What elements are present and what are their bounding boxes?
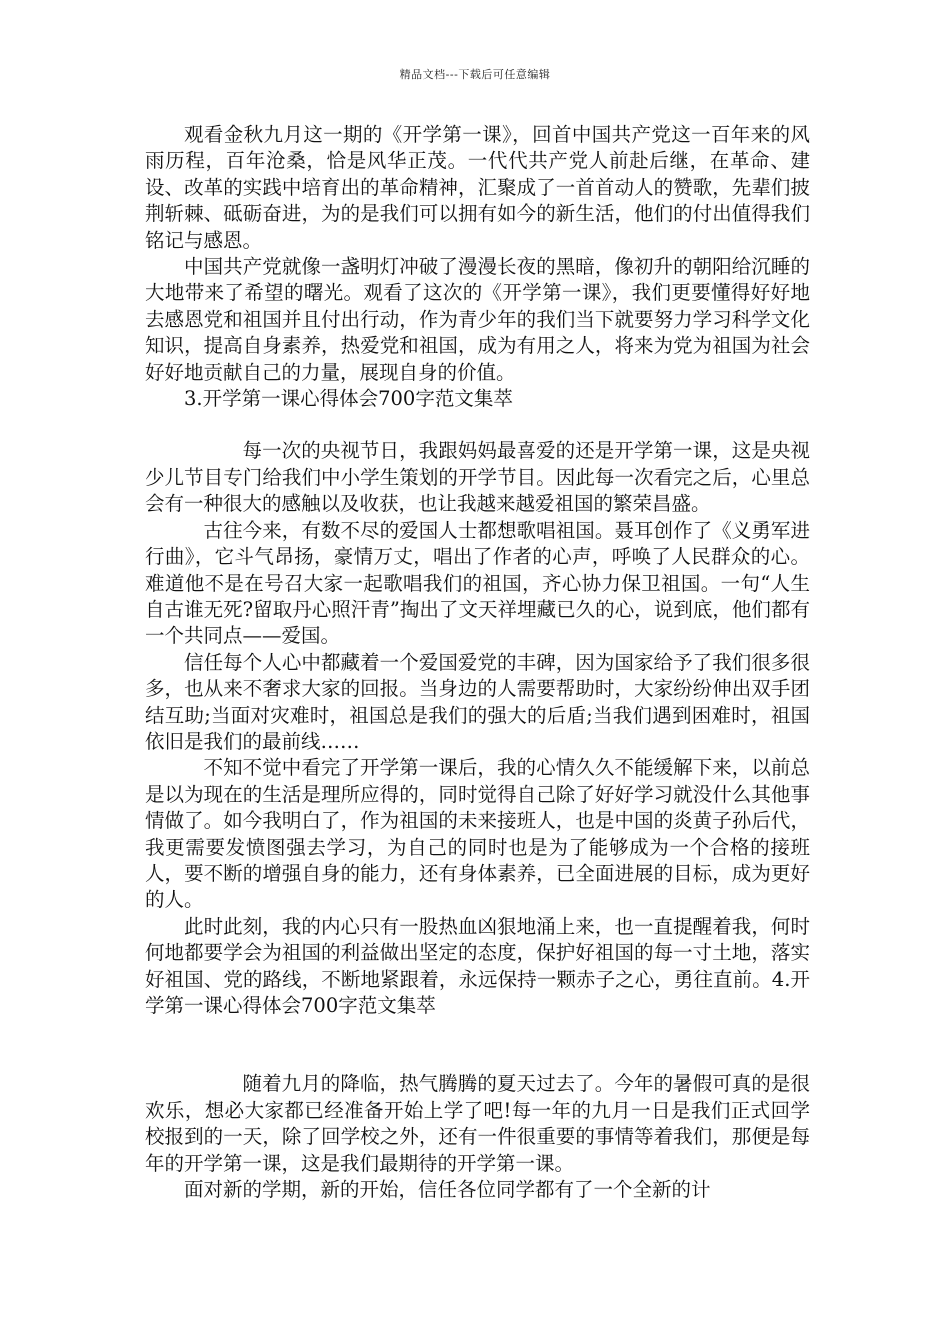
paragraph-3: 每一次的央视节日，我跟妈妈最喜爱的还是开学第一课，这是央视少儿节目专门给我们中小学生策划的开学节目。因此每一次看完之后，心里总会有一种很大的感触以及收获，也让我越来越爱祖国的繁荣昌盛。 [145, 439, 810, 516]
paragraph-1: 观看金秋九月这一期的《开学第一课》，回首中国共产党这一百年来的风雨历程，百年沧桑，恰是风华正茂。一代代共产党人前赴后继，在革命、建设、改革的实践中培育出的革命精神，汇聚成了一首首动人的赞歌，先辈们披荆斩棘、砥砺奋进，为的是我们可以拥有如今的新生活，他们的付出值得我们铭记与感恩。 [145, 123, 810, 252]
blank-line [145, 412, 810, 438]
blank-lines [145, 1019, 810, 1071]
paragraph-5: 信任每个人心中都藏着一个爱国爱党的丰碑，因为国家给予了我们很多很多，也从来不奢求大家的回报。当身边的人需要帮助时，大家纷纷伸出双手团结互助;当面对灾难时，祖国总是我们的强大的后盾;当我们遇到困难时，祖国依旧是我们的最前线…… [145, 650, 810, 753]
paragraph-6: 不知不觉中看完了开学第一课后，我的心情久久不能缓解下来，以前总是以为现在的生活是理所应得的，同时觉得自己除了好好学习就没什么其他事情做了。如今我明白了，作为祖国的未来接班人，也是中国的炎黄子孙后代，我更需要发愤图强去学习，为自己的同时也是为了能够成为一个合格的接班人，要不断的增强自身的能力，还有身体素养，已全面进展的目标，成为更好的人。 [145, 756, 810, 912]
paragraph-4: 古往今来，有数不尽的爱国人士都想歌唱祖国。聂耳创作了《义勇军进行曲》，它斗气昂扬，豪情万丈，唱出了作者的心声，呼唤了人民群众的心。难道他不是在号召大家一起歌唱我们的祖国，齐心协力保卫祖国。一句“人生自古谁无死?留取丹心照汗青”掏出了文天祥埋藏已久的心，说到底，他们都有一个共同点——爱国。 [145, 518, 810, 648]
page-header: 精品文档---下载后可任意编辑 [399, 68, 551, 81]
paragraph-2: 中国共产党就像一盏明灯冲破了漫漫长夜的黑暗，像初升的朝阳给沉睡的大地带来了希望的曙光。观看了这次的《开学第一课》，我们更要懂得好好地去感恩党和祖国并且付出行动，作为青少年的我们当下就要努力学习科学文化知识，提高自身素养，热爱党和祖国，成为有用之人，将来为党为祖国为社会好好地贡献自己的力量，展现自身的价值。 [145, 255, 810, 384]
document-body [145, 122, 810, 1203]
paragraph-9: 面对新的学期，新的开始，信任各位同学都有了一个全新的计 [184, 1178, 711, 1202]
paragraph-8: 随着九月的降临，热气腾腾的夏天过去了。今年的暑假可真的是很欢乐，想必大家都已经准备开始上学了吧!每一年的九月一日是我们正式回学校报到的一天，除了回学校之外，还有一件很重要的事情等着我们，那便是每年的开学第一课，这是我们最期待的开学第一课。 [145, 1072, 810, 1175]
paragraph-7: 此时此刻，我的内心只有一股热血凶狠地涌上来，也一直提醒着我，何时何地都要学会为祖国的利益做出坚定的态度，保护好祖国的每一寸土地，落实好祖国、党的路线，不断地紧跟着，永远保持一颗赤子之心，勇往直前。4.开学第一课心得体会700字范文集萃 [145, 914, 810, 1017]
section-heading-3: 3.开学第一课心得体会700字范文集萃 [184, 387, 513, 411]
